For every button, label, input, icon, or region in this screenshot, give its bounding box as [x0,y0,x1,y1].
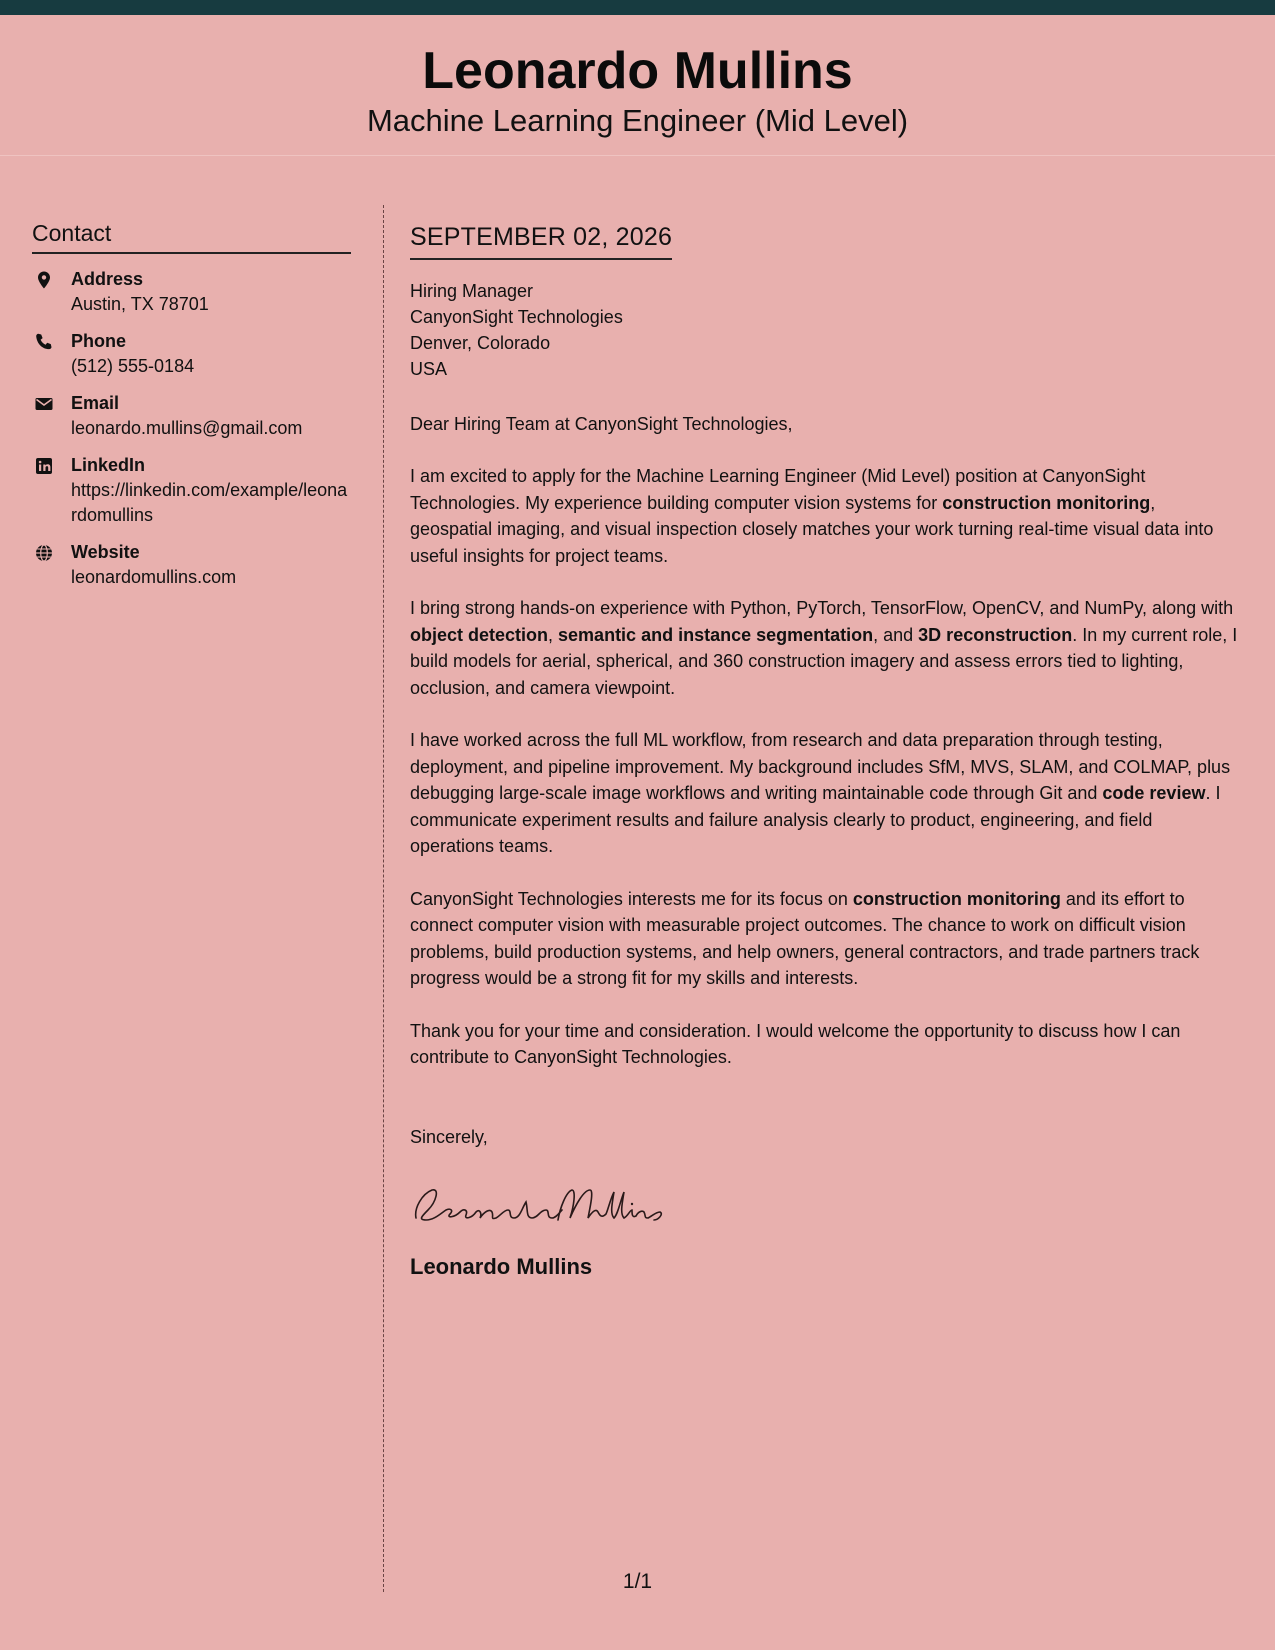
envelope-icon [34,394,54,414]
salutation: Dear Hiring Team at CanyonSight Technologies, [410,414,793,434]
paragraph-text: I bring strong hands-on experience with Python, PyTorch, TensorFlow, OpenCV, and NumPy, along with [410,598,1234,618]
recipient-line: Denver, Colorado [410,333,551,353]
paragraph-text: , and [873,624,919,645]
applicant-name: Leonardo Mullins [422,42,853,100]
contact-label: LinkedIn [71,454,146,475]
resume-header [0,15,1275,156]
contact-email [32,391,351,441]
contact-label: Address [71,268,144,289]
job-title: Machine Learning Engineer (Mid Level) [366,103,909,138]
contact-value: Austin, TX 78701 [71,293,209,314]
paragraph-text: . I communicate experiment results and failure analysis clearly to product, engineering, and field operations teams. [410,783,1221,856]
recipient-line: USA [410,359,448,379]
paragraph-text: and its effort to connect computer vision with measurable project outcomes. The chance to work on difficult vision problems, build production systems, and help owners, general contractors, and trade partners track progress would be a strong fit for my skills and interests. [410,888,1200,988]
paragraph-text: Thank you for your time and consideration. I would welcome the opportunity to discuss how I can contribute to CanyonSight Technologies. [410,1020,1181,1067]
signature-graphic [410,1180,670,1230]
contact-label: Email [71,392,120,413]
globe-icon [34,543,54,563]
emphasized-text: 3D reconstruction [918,624,1073,645]
contact-heading: Contact [32,220,351,254]
paragraph-text: CanyonSight Technologies interests me for its focus on [410,888,853,909]
contact-value: leonardo.mullins@gmail.com [71,417,303,438]
paragraph-text: , geospatial imaging, and visual inspection closely matches your work turning real-time visual data into useful insights for project teams. [410,492,1214,566]
body-paragraph [410,595,1240,701]
map-pin-icon [34,270,54,290]
letter-paragraphs [410,463,1240,1071]
body-paragraph [410,1018,1240,1071]
emphasized-text: construction monitoring [942,492,1151,513]
emphasized-text: code review [1102,783,1206,803]
paragraph-text: I am excited to apply for the Machine Learning Engineer (Mid Level) position at CanyonSight Technologies. My experience building computer vision systems for [410,466,1146,513]
letter-date: SEPTEMBER 02, 2026 [410,222,672,260]
signed-name: Leonardo Mullins [410,1253,593,1279]
contact-value[interactable]: leonardomullins.com [71,566,237,587]
emphasized-text: semantic and instance segmentation [558,624,874,645]
body-paragraph [410,886,1240,992]
column-divider [383,205,384,1592]
body-paragraph [410,727,1240,860]
contact-value: (512) 555-0184 [71,355,195,376]
recipient-line: Hiring Manager [410,281,534,301]
paragraph-text: I have worked across the full ML workflow, from research and data preparation through testing, deployment, and pipeline improvement. My background includes SfM, MVS, SLAM, and COLMAP, plus debugging large-scale image workflows and writing maintainable code through Git and [410,730,1231,803]
emphasized-text: object detection [410,624,549,645]
contact-value[interactable]: https://linkedin.com/example/leonardomullins [71,479,348,525]
closing: Sincerely, [410,1126,488,1147]
contact-label: Website [71,541,140,562]
contact-linkedin [32,453,351,528]
linkedin-icon [34,456,54,476]
paragraph-text: . In my current role, I build models for aerial, spherical, and 360 construction imagery and assess errors tied to lighting, occlusion, and camera viewpoint. [410,624,1238,698]
handwritten-signature [410,1180,1240,1230]
page-number: 1/1 [622,1570,653,1593]
emphasized-text: construction monitoring [852,888,1061,909]
recipient-line: CanyonSight Technologies [410,307,623,327]
contact-sidebar [32,220,351,602]
letter-body [410,222,1240,1280]
contact-website [32,540,351,590]
body-paragraph [410,463,1240,569]
contact-phone [32,329,351,379]
top-accent-bar [0,0,1275,15]
contact-address [32,267,351,317]
phone-icon [34,332,54,352]
contact-label: Phone [71,330,127,351]
recipient-block [410,278,1240,382]
paragraph-text: , [548,624,559,645]
